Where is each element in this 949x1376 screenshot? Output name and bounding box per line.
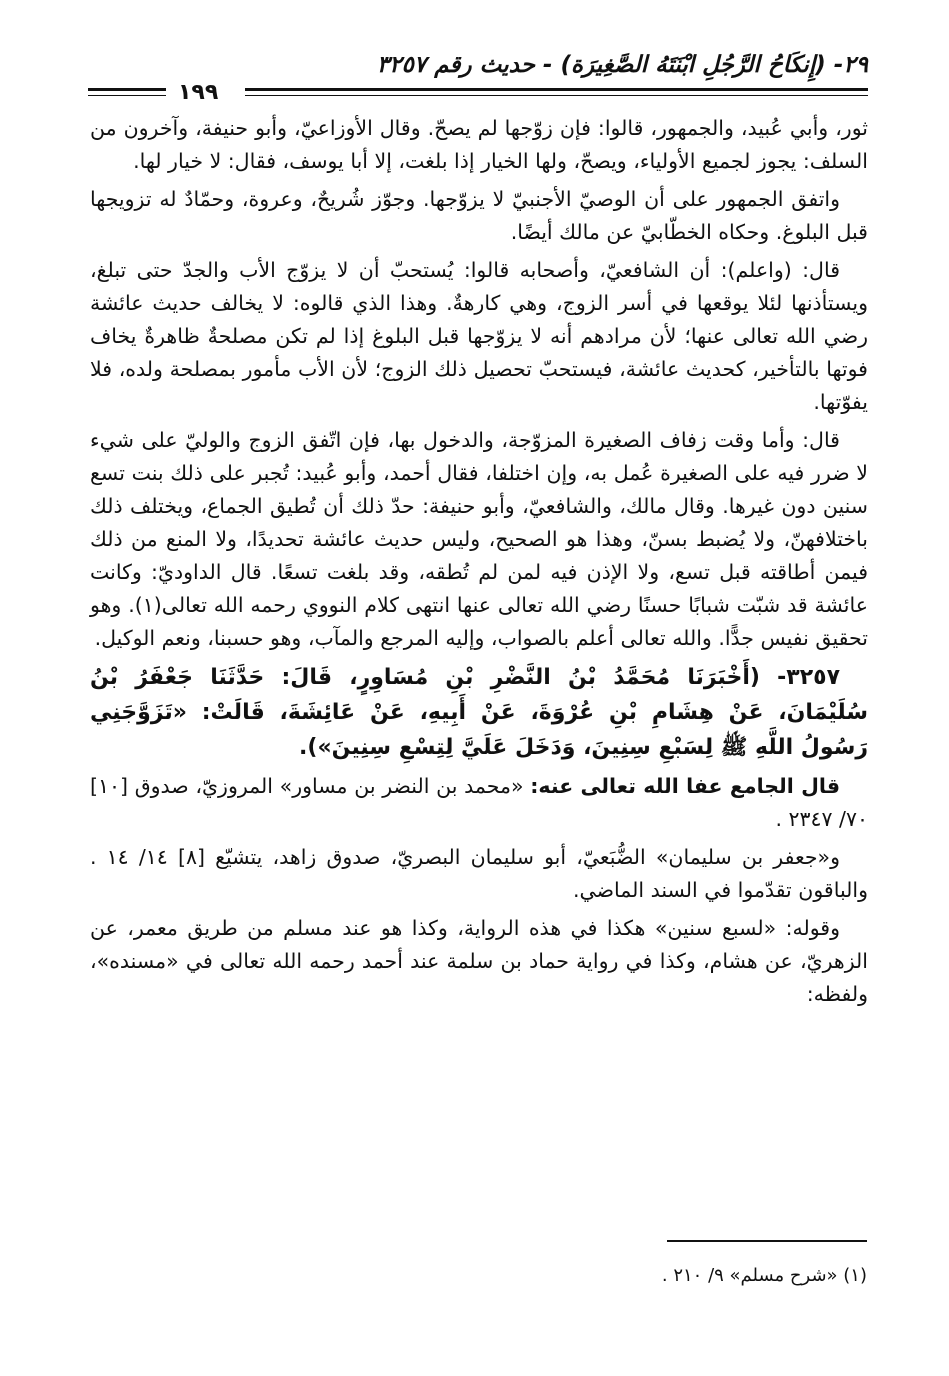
paragraph-1: ثور، وأبي عُبيد، والجمهور، قالوا: فإن زوّجها لم يصحّ. وقال الأوزاعيّ، وأبو حنيفة، وآخرون من السلف: يجوز لجميع الأولياء، ويصحّ، ولها الخيار إذا بلغت، إلا أبا يوسف، فقال: لا خيار لها.	[90, 116, 868, 173]
header-rule-right	[245, 88, 868, 91]
running-title: ٢٩- (إِنكَاحُ الرَّجُلِ ابْنَتَهُ الصَّغِيرَة) - حديث رقم ٣٢٥٧	[376, 52, 868, 78]
header-rule-right-thin	[245, 95, 868, 96]
paragraph-2: واتفق الجمهور على أن الوصيّ الأجنبيّ لا يزوّجها. وجوّز شُريحٌ، وعروة، وحمّادٌ له تزويجها قبل البلوغ. وحكاه الخطّابيّ عن مالك أيضًا.	[90, 187, 868, 244]
commentary-lead: قال الجامع عفا الله تعالى عنه:	[530, 774, 840, 798]
header-rule-left	[88, 88, 166, 91]
main-text	[90, 112, 868, 1016]
paragraph-4: قال: وأما وقت زفاف الصغيرة المزوّجة، والدخول بها، فإن اتّفق الزوج والوليّ على شيء لا ضرر فيه على الصغيرة عُمل به، وإن اختلفا، فقال أحمد، وأبو عُبيد: تُجبر على ذلك بنت تسع سنين دون غيرها. وقال مالك، والشافعيّ، وأبو حنيفة: حدّ ذلك أن تُطيق الجماع، ويختلف ذلك باختلافهنّ، ولا يُضبط بسنّ، وهذا هو الصحيح، وليس حديث عائشة تحديدًا، ولا المنع من ذلك فيمن أطاقته قبل تسع، ولا الإذن فيه لمن لم تُطقه، وقد بلغت تسعًا. قال الداوديّ: وكانت عائشة قد شبّت شبابًا حسنًا رضي الله تعالى عنها انتهى كلام النووي رحمه الله تعالى(١). وهو تحقيق نفيس جدًّا. والله تعالى أعلم بالصواب، وإليه المرجع والمآب، وهو حسبنا، ونعم الوكيل.	[90, 428, 868, 650]
commentary-paragraph-3: وقوله: «لسبع سنين» هكذا في هذه الرواية، وكذا هو عند مسلم من طريق معمر، عن الزهريّ، عن هشام، وكذا في رواية حماد بن سلمة عند أحمد رحمه الله تعالى في «مسنده»، ولفظه:	[90, 916, 868, 1006]
commentary-paragraph-1	[90, 770, 868, 836]
paragraph-3: قال: (واعلم): أن الشافعيّ، وأصحابه قالوا: يُستحبّ أن لا يزوّج الأب والجدّ حتى تبلغ، ويستأذنها لئلا يوقعها في أسر الزوج، وهي كارهةٌ. وهذا الذي قالوه: لا يخالف حديث عائشة رضي الله تعالى عنها؛ لأن مرادهم أنه لا يزوّجها قبل البلوغ إذا لم تكن مصلحةٌ ظاهرةٌ يخاف فوتها بالتأخير، كحديث عائشة، فيستحبّ تحصيل ذلك الزوج؛ لأن الأب مأمور بمصلحة ولده، فلا يفوّتها.	[90, 258, 868, 414]
header-rule-left-thin	[88, 95, 166, 96]
commentary-text-1: «محمد بن النضر بن مساور» المروزيّ، صدوق [١٠] ٧٠/ ٢٣٤٧ .	[90, 774, 868, 831]
hadith-text: ٣٢٥٧- (أَخْبَرَنَا مُحَمَّدُ بْنُ النَّضْرِ بْنِ مُسَاوِرٍ، قَالَ: حَدَّثَنَا جَعْفَرُ بْنُ سُلَيْمَانَ، عَنْ هِشَامِ بْنِ عُرْوَةَ، عَنْ أَبِيهِ، عَنْ عَائِشَةَ، قَالَتْ: «تَزَوَّجَنِي رَسُولُ اللَّهِ ﷺ لِسَبْعِ سِنِينَ، وَدَخَلَ عَلَيَّ لِتِسْعِ سِنِينَ»).	[90, 665, 868, 760]
footnote-rule	[667, 1240, 867, 1242]
commentary-paragraph-2: و«جعفر بن سليمان» الضُّبَعيّ، أبو سليمان البصريّ، صدوق زاهد، يتشيّع [٨] ١٤/ ١٤ . والباقون تقدّموا في السند الماضي.	[90, 845, 868, 902]
page-number: ١٩٩	[172, 80, 224, 105]
footnote: (١) «شرح مسلم» ٩/ ٢١٠ .	[661, 1265, 867, 1286]
